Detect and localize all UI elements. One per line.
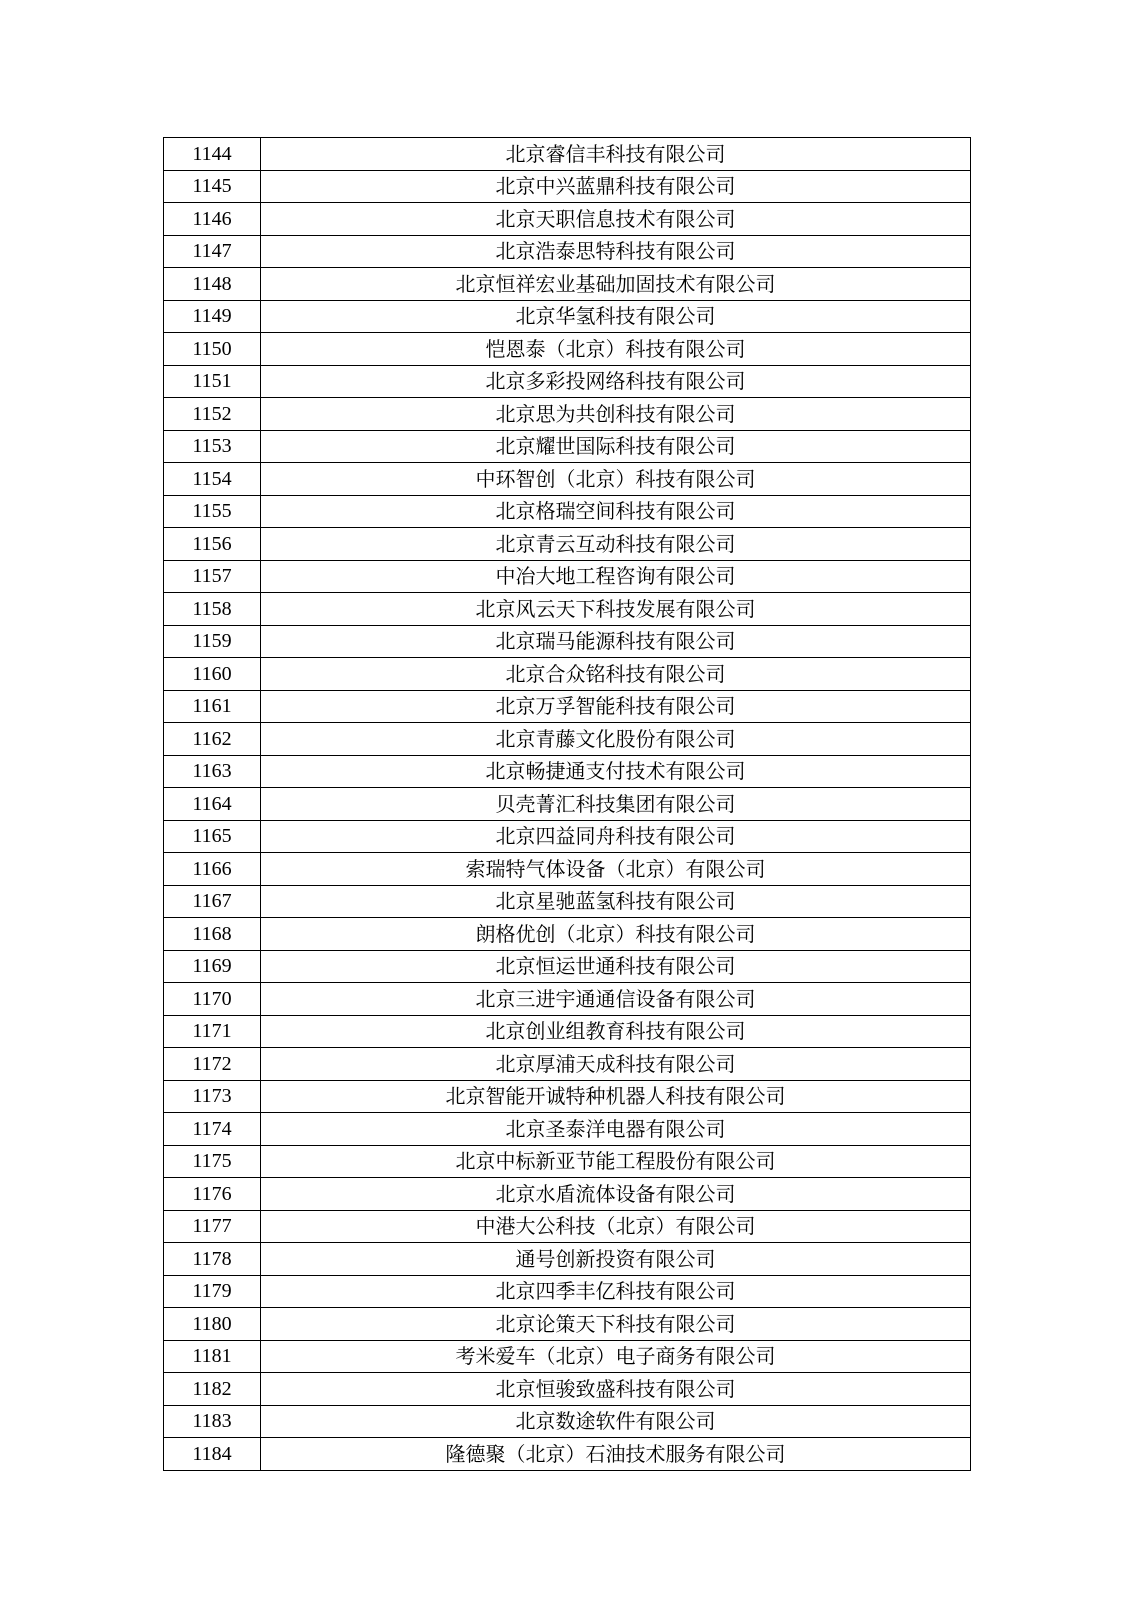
- company-table: [163, 137, 971, 1471]
- table-row: [164, 1210, 971, 1243]
- table-row: [164, 1145, 971, 1178]
- table-row: [164, 690, 971, 723]
- table-row: [164, 235, 971, 268]
- company-name: 通号创新投资有限公司: [261, 1243, 971, 1276]
- company-name: 北京华氢科技有限公司: [261, 300, 971, 333]
- company-name: 北京青藤文化股份有限公司: [261, 723, 971, 756]
- row-number: 1182: [164, 1373, 261, 1406]
- table-row: [164, 398, 971, 431]
- table-row: [164, 430, 971, 463]
- company-name: 北京三进宇通通信设备有限公司: [261, 983, 971, 1016]
- table-row: [164, 365, 971, 398]
- row-number: 1163: [164, 755, 261, 788]
- company-name: 北京浩泰思特科技有限公司: [261, 235, 971, 268]
- table-row: [164, 983, 971, 1016]
- company-name: 北京数途软件有限公司: [261, 1405, 971, 1438]
- company-name: 考米爱车（北京）电子商务有限公司: [261, 1340, 971, 1373]
- row-number: 1149: [164, 300, 261, 333]
- row-number: 1167: [164, 885, 261, 918]
- row-number: 1180: [164, 1308, 261, 1341]
- table-row: [164, 885, 971, 918]
- table-row: [164, 788, 971, 821]
- row-number: 1173: [164, 1080, 261, 1113]
- row-number: 1181: [164, 1340, 261, 1373]
- row-number: 1183: [164, 1405, 261, 1438]
- row-number: 1155: [164, 495, 261, 528]
- row-number: 1175: [164, 1145, 261, 1178]
- company-name: 北京论策天下科技有限公司: [261, 1308, 971, 1341]
- row-number: 1159: [164, 625, 261, 658]
- company-name: 北京星驰蓝氢科技有限公司: [261, 885, 971, 918]
- row-number: 1156: [164, 528, 261, 561]
- table-row: [164, 820, 971, 853]
- table-row: [164, 1405, 971, 1438]
- company-name: 恺恩泰（北京）科技有限公司: [261, 333, 971, 366]
- row-number: 1146: [164, 203, 261, 236]
- company-name: 贝壳菁汇科技集团有限公司: [261, 788, 971, 821]
- row-number: 1150: [164, 333, 261, 366]
- table-row: [164, 723, 971, 756]
- table-row: [164, 625, 971, 658]
- company-name: 北京四季丰亿科技有限公司: [261, 1275, 971, 1308]
- table-row: [164, 755, 971, 788]
- row-number: 1179: [164, 1275, 261, 1308]
- company-name: 北京睿信丰科技有限公司: [261, 138, 971, 171]
- row-number: 1147: [164, 235, 261, 268]
- table-row: [164, 528, 971, 561]
- company-name: 北京恒运世通科技有限公司: [261, 950, 971, 983]
- company-name: 北京恒骏致盛科技有限公司: [261, 1373, 971, 1406]
- row-number: 1165: [164, 820, 261, 853]
- table-row: [164, 495, 971, 528]
- company-name: 北京圣泰洋电器有限公司: [261, 1113, 971, 1146]
- table-row: [164, 1308, 971, 1341]
- table-row: [164, 1015, 971, 1048]
- table-body: [164, 138, 971, 1471]
- company-name: 北京四益同舟科技有限公司: [261, 820, 971, 853]
- company-name: 北京水盾流体设备有限公司: [261, 1178, 971, 1211]
- row-number: 1145: [164, 170, 261, 203]
- row-number: 1164: [164, 788, 261, 821]
- table-row: [164, 1275, 971, 1308]
- row-number: 1158: [164, 593, 261, 626]
- row-number: 1144: [164, 138, 261, 171]
- company-name: 北京多彩投网络科技有限公司: [261, 365, 971, 398]
- company-name: 北京中兴蓝鼎科技有限公司: [261, 170, 971, 203]
- company-name: 北京中标新亚节能工程股份有限公司: [261, 1145, 971, 1178]
- company-name: 北京耀世国际科技有限公司: [261, 430, 971, 463]
- row-number: 1169: [164, 950, 261, 983]
- table-row: [164, 918, 971, 951]
- row-number: 1166: [164, 853, 261, 886]
- company-name: 北京天职信息技术有限公司: [261, 203, 971, 236]
- table-row: [164, 1080, 971, 1113]
- company-name: 北京智能开诚特种机器人科技有限公司: [261, 1080, 971, 1113]
- row-number: 1152: [164, 398, 261, 431]
- table-row: [164, 203, 971, 236]
- table-row: [164, 1243, 971, 1276]
- company-name: 隆德聚（北京）石油技术服务有限公司: [261, 1438, 971, 1471]
- table-row: [164, 138, 971, 171]
- table-row: [164, 1340, 971, 1373]
- row-number: 1148: [164, 268, 261, 301]
- company-name: 北京厚浦天成科技有限公司: [261, 1048, 971, 1081]
- table-row: [164, 463, 971, 496]
- row-number: 1154: [164, 463, 261, 496]
- table-row: [164, 333, 971, 366]
- table-row: [164, 658, 971, 691]
- company-name: 北京思为共创科技有限公司: [261, 398, 971, 431]
- row-number: 1172: [164, 1048, 261, 1081]
- company-name: 朗格优创（北京）科技有限公司: [261, 918, 971, 951]
- row-number: 1157: [164, 560, 261, 593]
- company-name: 北京创业组教育科技有限公司: [261, 1015, 971, 1048]
- table-row: [164, 300, 971, 333]
- table-row: [164, 560, 971, 593]
- company-name: 北京畅捷通支付技术有限公司: [261, 755, 971, 788]
- row-number: 1171: [164, 1015, 261, 1048]
- company-name: 北京合众铭科技有限公司: [261, 658, 971, 691]
- row-number: 1174: [164, 1113, 261, 1146]
- row-number: 1168: [164, 918, 261, 951]
- table-row: [164, 1438, 971, 1471]
- table-row: [164, 853, 971, 886]
- row-number: 1162: [164, 723, 261, 756]
- table-row: [164, 1373, 971, 1406]
- company-name: 中冶大地工程咨询有限公司: [261, 560, 971, 593]
- table-row: [164, 268, 971, 301]
- table-row: [164, 593, 971, 626]
- company-name: 索瑞特气体设备（北京）有限公司: [261, 853, 971, 886]
- company-name: 北京青云互动科技有限公司: [261, 528, 971, 561]
- row-number: 1151: [164, 365, 261, 398]
- row-number: 1176: [164, 1178, 261, 1211]
- company-name: 北京万孚智能科技有限公司: [261, 690, 971, 723]
- row-number: 1177: [164, 1210, 261, 1243]
- table-row: [164, 950, 971, 983]
- company-name: 中环智创（北京）科技有限公司: [261, 463, 971, 496]
- table-row: [164, 1113, 971, 1146]
- company-name: 中港大公科技（北京）有限公司: [261, 1210, 971, 1243]
- row-number: 1170: [164, 983, 261, 1016]
- row-number: 1178: [164, 1243, 261, 1276]
- row-number: 1160: [164, 658, 261, 691]
- table-row: [164, 170, 971, 203]
- company-name: 北京瑞马能源科技有限公司: [261, 625, 971, 658]
- row-number: 1153: [164, 430, 261, 463]
- company-name: 北京恒祥宏业基础加固技术有限公司: [261, 268, 971, 301]
- row-number: 1161: [164, 690, 261, 723]
- table-row: [164, 1048, 971, 1081]
- company-name: 北京风云天下科技发展有限公司: [261, 593, 971, 626]
- table-row: [164, 1178, 971, 1211]
- company-name: 北京格瑞空间科技有限公司: [261, 495, 971, 528]
- row-number: 1184: [164, 1438, 261, 1471]
